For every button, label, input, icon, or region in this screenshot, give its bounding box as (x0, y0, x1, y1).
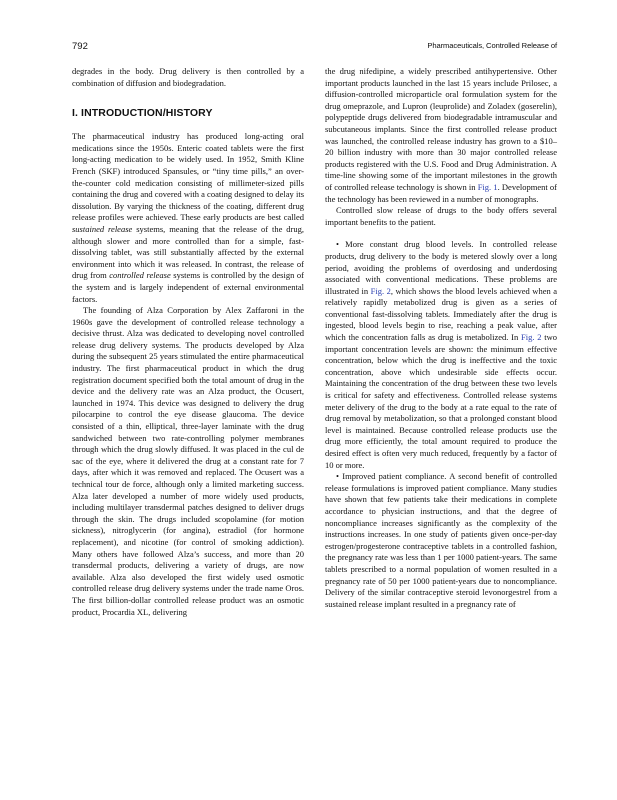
section-heading: I. INTRODUCTION/HISTORY (72, 107, 213, 120)
paragraph-history (72, 131, 304, 305)
term-controlled-release: controlled release (109, 270, 171, 281)
paragraph-text: . Development of the technology has been reviewed in a number of monographs. (325, 181, 557, 204)
bullet-text: two important concentration levels are shown: the minimum effective concentration, below which the drug is ineffective and the toxic concentration, above which undesirable side effects occur. Maintaining the concentration of the drug between these two levels is critical for safety and effectiveness. Controlled release systems meter delivery of the drug to the body at a rate equal to the rate of drug removal by metabolization, so that a prolonged constant blood level is maintained. Because controlled release products use the drug more efficiently, the total amount required to produce the desired effect is often very much reduced, frequently by a factor of 10 or more. (325, 332, 557, 470)
left-column (72, 66, 304, 618)
bullet-compliance: • Improved patient compliance. A second benefit of controlled release formulations is improved patient compliance. Many studies have shown that few patients take their medications in complete accordance to physician instructions, and that the degree of noncompliance increases significantly as the complexity of the instructions increases. In one study of patients given once-per-day estrogen/progesterone contraceptive tablets in a controlled fashion, the pregnancy rate was less than 1 per 1000 patient-years. The same tablets prescribed to a normal population of women resulted in a pregnancy rate of 50 per 1000 patient-years due to noncompliance. Delivery of the similar contraceptive steroid levonorgestrel from a sustained release implant resulted in a pregnancy rate of (325, 471, 557, 609)
bullet-text: , which shows the blood levels achieved when a relatively rapidly metabolized drug is given as a series of conventional fast-dissolving tablets. Immediately after the drug is ingested, blood levels begin to rise, reaching a peak value, after which the concentration falls as drug is metabolized. In (325, 285, 557, 343)
fig-2-link[interactable]: Fig. 2 (521, 332, 542, 343)
spacer (72, 120, 304, 131)
paragraph-text: systems, meaning that the release of the drug, although slower and more controlled than for a simple, fast-dissolving tablet, was still substantially affected by the external environment into which it was released. In contrast, the release of drug from (72, 223, 304, 281)
running-title: Pharmaceuticals, Controlled Release of (427, 41, 557, 50)
paragraph-benefits-intro: Controlled slow release of drugs to the body offers several important benefits to the patient. (325, 205, 557, 227)
bullet-blood-levels (325, 239, 557, 471)
bullet-text: • More constant drug blood levels. In controlled release products, drug delivery to the body is metered slowly over a long period, avoiding the problems of overdosing and underdosing associated with conventional medications. These problems are illustrated in (325, 239, 557, 296)
paragraph-products (325, 66, 557, 205)
spacer (325, 228, 557, 239)
spacer (72, 89, 304, 100)
intro-fragment: degrades in the body. Drug delivery is then controlled by a combination of diffusion and biodegradation. (72, 66, 304, 88)
paragraph-text: the drug nifedipine, a widely prescribed antihypertensive. Other important products launched in the last 15 years include Prilosec, a diffusion-controlled microparticle oral formulation system for the drug omeprazole, and Lupron (leuprolide) and Zoladex (goserelin), polypeptide drugs delivered from biodegradable intramuscular and subcutaneous implants. Since the first controlled release product was launched, the controlled release industry has grown to a $10–20 billion industry with more than 30 major controlled release products registered with the U.S. Food and Drug Administration. A time-line showing some of the important milestones in the growth of controlled release technology is shown in (325, 66, 557, 192)
fig-1-link[interactable]: Fig. 1 (477, 181, 498, 192)
running-head (72, 41, 557, 53)
paragraph-alza: The founding of Alza Corporation by Alex Zaffaroni in the 1960s gave the development of controlled release technology a decisive thrust. Alza was dedicated to developing novel controlled release drug delivery systems. The products developed by Alza during the subsequent 25 years stimulated the entire pharmaceutical industry. The first pharmaceutical product in which the drug registration document specified both the total amount of drug in the device and the delivery rate was an Alza product, the Ocusert, launched in 1974. This device was designed to delivery the drug pilocarpine to control the eye disease glaucoma. The device consisted of a thin, elliptical, three-layer laminate with the drug sandwiched between two rate-controlling polymer membranes through which the drug slowly diffused. It was placed in the cul de sac of the eye, where it delivered the drug at a constant rate for 7 days, after which it was removed and replaced. The Ocusert was a technical tour de force, although only a limited marketing success. Alza later developed a number of more widely used products, including multilayer transdermal patches designed to deliver drugs through the skin. The drugs included scopolamine (for motion sickness), nitroglycerin (for angina), estradiol (for hormone replacement), and nicotine (for control of smoking addiction). Many others have followed Alza’s success, and more than 20 transdermal products, delivering a variety of drugs, are now available. Alza also developed the first widely used osmotic controlled release drug delivery systems under the trade name Oros. The first billion-dollar controlled release product was an osmotic product, Procardia XL, delivering (72, 305, 304, 617)
page-number: 792 (72, 41, 88, 52)
right-column (325, 66, 557, 610)
paragraph-text: systems is controlled by the design of the system and is largely independent of external environmental factors. (72, 270, 304, 304)
term-sustained-release: sustained release (72, 223, 133, 234)
paragraph-text: The pharmaceutical industry has produced long-acting oral medications since the 1950s. Enteric coated tablets were the first long-acting medication to be widely used. In 1952, Smith Kline French (SKF) introduced Spansules, or “tiny time pills,” an over-the-counter cold medication consisting of millimeter-sized pills containing the drug and covered with a coating designed to delay its dissolution. By varying the thickness of the coating, different drug release profiles were achieved. These early products are best called (72, 131, 304, 223)
spacer (72, 100, 304, 107)
fig-2-link[interactable]: Fig. 2 (370, 285, 391, 296)
